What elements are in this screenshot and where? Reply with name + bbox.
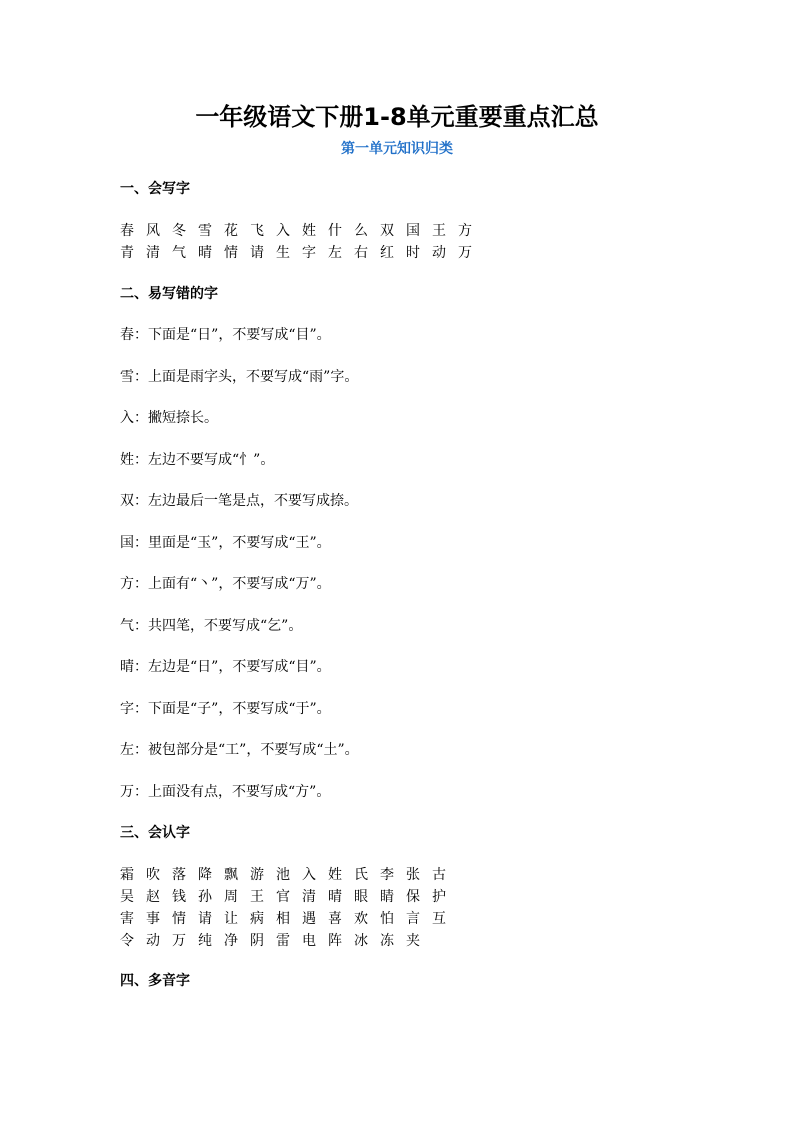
char: 冰 — [354, 933, 368, 949]
char: 入 — [276, 223, 290, 239]
char: 电 — [302, 933, 316, 949]
char: 赵 — [146, 889, 160, 905]
char: 降 — [198, 867, 212, 883]
char: 风 — [146, 223, 160, 239]
char: 欢 — [354, 911, 368, 927]
char: 纯 — [198, 933, 212, 949]
section-heading-write: 一、会写字 — [120, 181, 190, 197]
char: 遇 — [302, 911, 316, 927]
char: 情 — [224, 245, 238, 261]
recognize-char-row — [120, 909, 458, 929]
char: 喜 — [328, 911, 342, 927]
char: 生 — [276, 245, 290, 261]
char: 雪 — [198, 223, 212, 239]
char: 阵 — [328, 933, 342, 949]
char: 万 — [172, 933, 186, 949]
mistake-note: 国：里面是“玉”，不要写成“王”。 — [120, 535, 331, 551]
char: 净 — [224, 933, 238, 949]
mistake-note: 气：共四笔，不要写成“乞”。 — [120, 618, 303, 634]
char: 飞 — [250, 223, 264, 239]
mistake-note: 春：下面是“日”，不要写成“目”。 — [120, 327, 331, 343]
recognize-char-row — [120, 865, 458, 885]
char: 池 — [276, 867, 290, 883]
char: 互 — [432, 911, 446, 927]
char: 游 — [250, 867, 264, 883]
char: 让 — [224, 911, 238, 927]
char: 雷 — [276, 933, 290, 949]
section-heading-recognize: 三、会认字 — [120, 825, 190, 841]
char: 夹 — [406, 933, 420, 949]
unit-subtitle: 第一单元知识归类 — [341, 141, 453, 157]
char: 左 — [328, 245, 342, 261]
char: 动 — [146, 933, 160, 949]
char: 落 — [172, 867, 186, 883]
char: 晴 — [328, 889, 342, 905]
char: 字 — [302, 245, 316, 261]
mistake-note: 晴：左边是“日”，不要写成“目”。 — [120, 659, 331, 675]
char: 请 — [198, 911, 212, 927]
char: 护 — [432, 889, 446, 905]
mistake-note: 姓：左边不要写成“忄”。 — [120, 452, 275, 468]
char: 钱 — [172, 889, 186, 905]
write-char-row — [120, 221, 484, 241]
section-heading-polyphonic: 四、多音字 — [120, 973, 190, 989]
char: 令 — [120, 933, 134, 949]
char: 氏 — [354, 867, 368, 883]
char: 晴 — [198, 245, 212, 261]
char: 青 — [120, 245, 134, 261]
char: 入 — [302, 867, 316, 883]
char: 姓 — [302, 223, 316, 239]
char: 时 — [406, 245, 420, 261]
char: 花 — [224, 223, 238, 239]
char: 双 — [380, 223, 394, 239]
char: 什 — [328, 223, 342, 239]
char: 睛 — [380, 889, 394, 905]
char: 清 — [146, 245, 160, 261]
char: 吹 — [146, 867, 160, 883]
char: 阴 — [250, 933, 264, 949]
char: 国 — [406, 223, 420, 239]
char: 飘 — [224, 867, 238, 883]
char: 右 — [354, 245, 368, 261]
char: 冬 — [172, 223, 186, 239]
char: 病 — [250, 911, 264, 927]
char: 孙 — [198, 889, 212, 905]
write-char-row — [120, 243, 484, 263]
char: 清 — [302, 889, 316, 905]
mistake-note: 字：下面是“子”，不要写成“于”。 — [120, 701, 331, 717]
mistake-note: 方：上面有“丶”，不要写成“万”。 — [120, 576, 331, 592]
char: 动 — [432, 245, 446, 261]
char: 周 — [224, 889, 238, 905]
char: 王 — [432, 223, 446, 239]
char: 气 — [172, 245, 186, 261]
char: 请 — [250, 245, 264, 261]
char: 古 — [432, 867, 446, 883]
char: 言 — [406, 911, 420, 927]
mistake-note: 左：被包部分是“工”，不要写成“土”。 — [120, 742, 359, 758]
mistake-note: 雪：上面是雨字头，不要写成“雨”字。 — [120, 369, 359, 385]
char: 冻 — [380, 933, 394, 949]
document-title: 一年级语文下册1-8单元重要重点汇总 — [195, 103, 599, 131]
char: 王 — [250, 889, 264, 905]
char: 霜 — [120, 867, 134, 883]
recognize-char-row — [120, 931, 432, 951]
char: 红 — [380, 245, 394, 261]
char: 么 — [354, 223, 368, 239]
char: 事 — [146, 911, 160, 927]
char: 官 — [276, 889, 290, 905]
recognize-char-row — [120, 887, 458, 907]
mistake-note: 万：上面没有点，不要写成“方”。 — [120, 784, 331, 800]
section-heading-easy-mistakes: 二、易写错的字 — [120, 286, 218, 302]
char: 张 — [406, 867, 420, 883]
char: 方 — [458, 223, 472, 239]
char: 姓 — [328, 867, 342, 883]
char: 怕 — [380, 911, 394, 927]
char: 相 — [276, 911, 290, 927]
char: 万 — [458, 245, 472, 261]
char: 春 — [120, 223, 134, 239]
char: 情 — [172, 911, 186, 927]
char: 吴 — [120, 889, 134, 905]
char: 害 — [120, 911, 134, 927]
mistake-note: 入：撇短捺长。 — [120, 410, 218, 426]
mistake-note: 双：左边最后一笔是点，不要写成捺。 — [120, 493, 358, 509]
char: 保 — [406, 889, 420, 905]
char: 眼 — [354, 889, 368, 905]
char: 李 — [380, 867, 394, 883]
